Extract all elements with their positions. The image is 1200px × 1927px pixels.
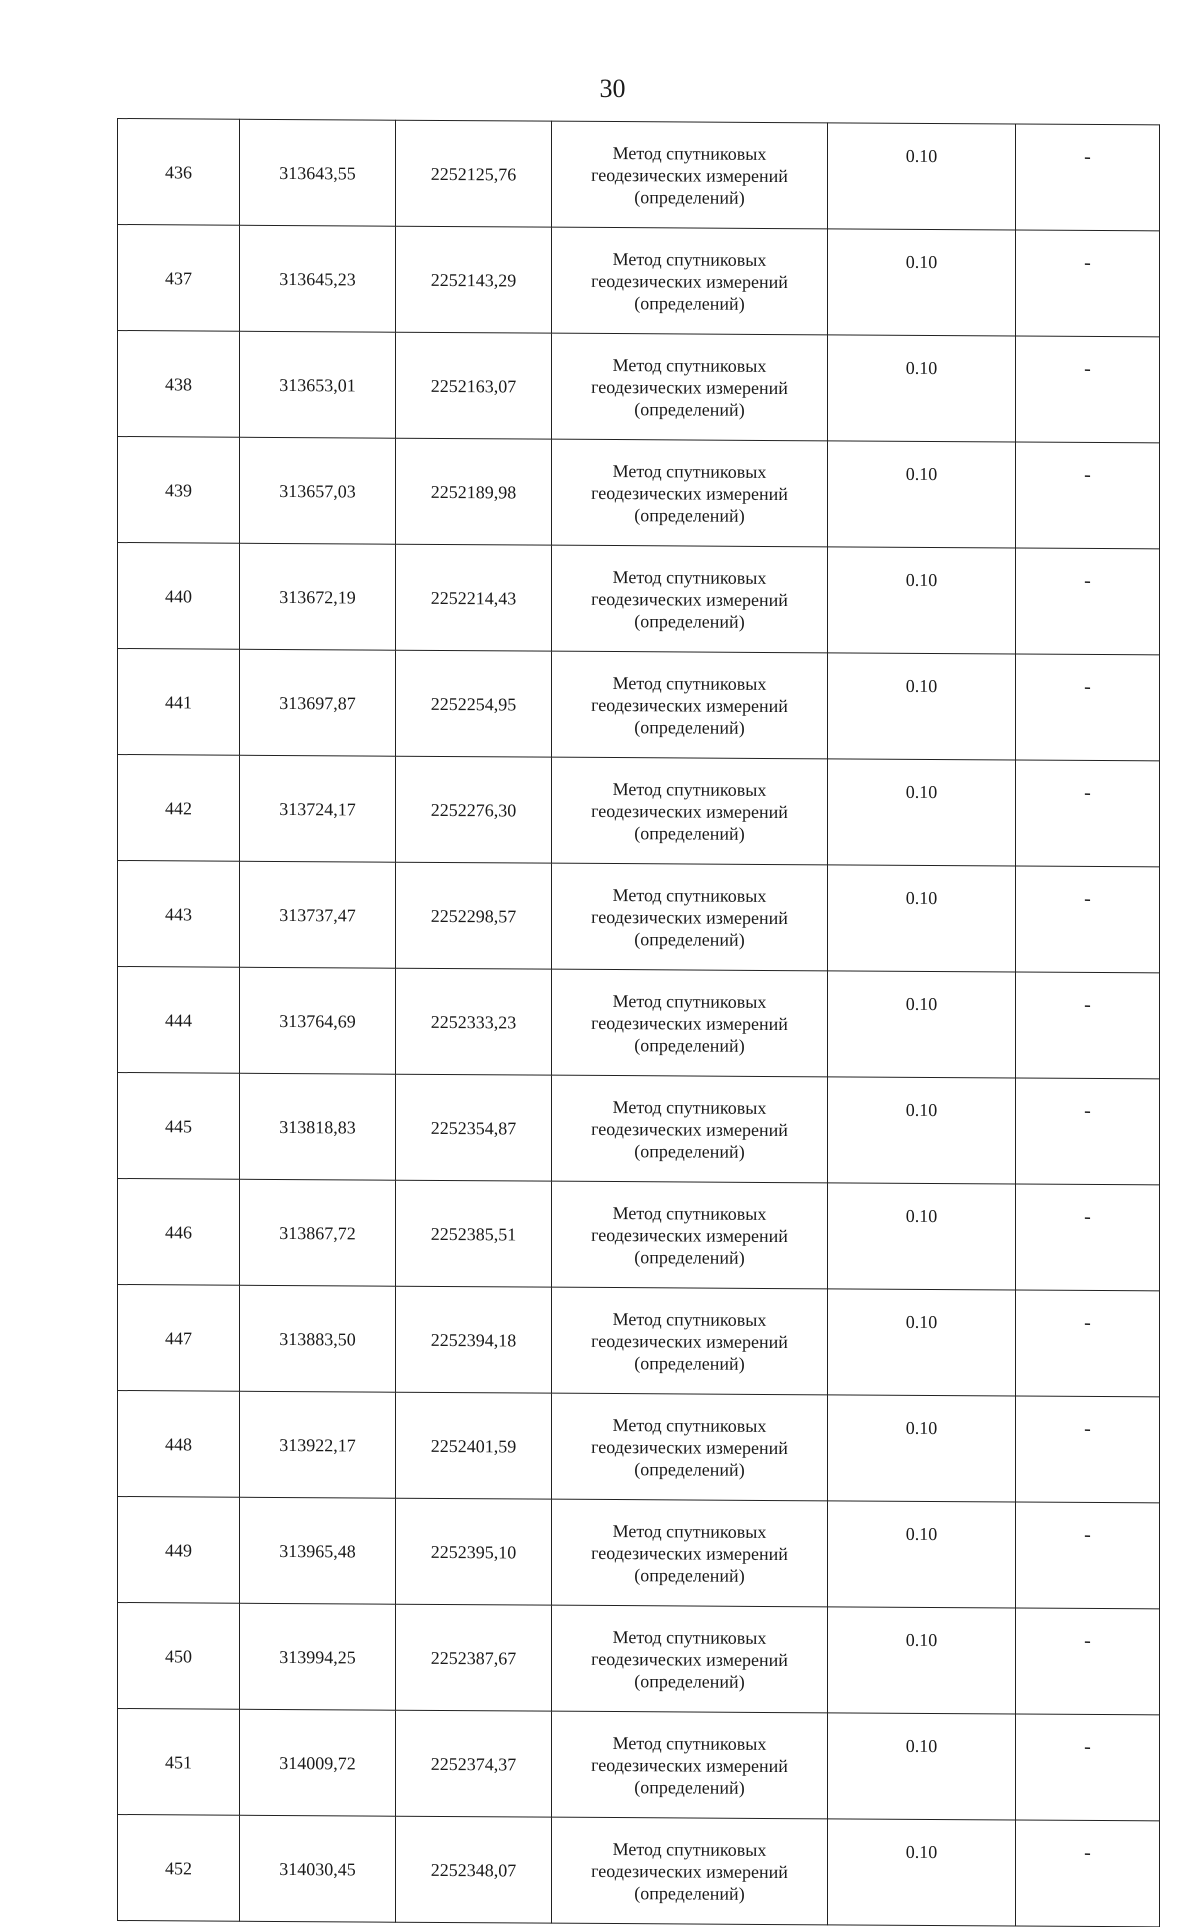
accuracy-cell: 0.10 [828,1501,1016,1608]
note-cell: - [1016,1714,1160,1821]
point-number-cell: 436 [118,119,240,226]
method-text-line: Метод спутниковых [612,884,767,906]
point-number-cell: 444 [118,967,240,1074]
method-text-line: Метод спутниковых [612,142,767,164]
accuracy-cell: 0.10 [828,1713,1016,1820]
y-coordinate-cell: 2252401,59 [396,1392,552,1499]
table-row [118,861,1160,973]
note-cell: - [1016,548,1160,655]
accuracy-cell: 0.10 [828,865,1016,972]
table-body [118,119,1160,1927]
method-cell [552,863,828,971]
point-number-cell: 443 [118,861,240,968]
accuracy-cell: 0.10 [828,1395,1016,1502]
table-row [118,119,1160,231]
point-number-cell: 450 [118,1603,240,1710]
y-coordinate-cell: 2252374,37 [396,1710,552,1817]
point-number-cell: 442 [118,755,240,862]
table-row [118,1179,1160,1291]
method-cell [552,1393,828,1501]
point-number-cell: 441 [118,649,240,756]
method-text-line: геодезических измерений [591,588,788,610]
x-coordinate-cell: 313657,03 [240,437,396,544]
method-text-line: геодезических измерений [591,1436,788,1458]
y-coordinate-cell: 2252276,30 [396,756,552,863]
method-text-line: геодезических измерений [591,482,788,504]
point-number-cell: 451 [118,1709,240,1816]
x-coordinate-cell: 313643,55 [240,119,396,226]
point-number-cell: 438 [118,331,240,438]
method-text-line: Метод спутниковых [612,990,767,1012]
method-text-line: (определений) [634,504,745,526]
method-text-line: Метод спутниковых [612,1626,767,1648]
note-cell: - [1016,1396,1160,1503]
method-text-line: геодезических измерений [591,1754,788,1776]
accuracy-cell: 0.10 [828,1607,1016,1714]
method-text-line: Метод спутниковых [612,1520,767,1542]
accuracy-cell: 0.10 [828,335,1016,442]
point-number-cell: 440 [118,543,240,650]
method-text-line: (определений) [634,928,745,950]
note-cell: - [1016,1290,1160,1397]
method-text-line: Метод спутниковых [612,460,767,482]
method-cell [552,651,828,759]
method-cell [552,545,828,653]
table-row [118,967,1160,1079]
accuracy-cell: 0.10 [828,759,1016,866]
point-number-cell: 445 [118,1073,240,1180]
method-text-line: Метод спутниковых [612,1308,767,1330]
method-text-line: Метод спутниковых [612,354,767,376]
accuracy-cell: 0.10 [828,1183,1016,1290]
method-text-line: Метод спутниковых [612,1202,767,1224]
method-text-line: (определений) [634,716,745,738]
method-text-line: геодезических измерений [591,1542,788,1564]
method-cell [552,121,828,229]
y-coordinate-cell: 2252298,57 [396,862,552,969]
table-row [118,437,1160,549]
accuracy-cell: 0.10 [828,1077,1016,1184]
coordinates-table [117,118,1160,1927]
method-text-line: (определений) [634,1882,745,1904]
y-coordinate-cell: 2252163,07 [396,332,552,439]
method-cell [552,1499,828,1607]
table-row [118,1391,1160,1503]
method-text-line: геодезических измерений [591,1118,788,1140]
method-text-line: геодезических измерений [591,1648,788,1670]
method-text-line: (определений) [634,610,745,632]
point-number-cell: 439 [118,437,240,544]
x-coordinate-cell: 313724,17 [240,755,396,862]
x-coordinate-cell: 313645,23 [240,225,396,332]
accuracy-cell: 0.10 [828,123,1016,230]
method-text-line: геодезических измерений [591,1330,788,1352]
table-row [118,1497,1160,1609]
y-coordinate-cell: 2252395,10 [396,1498,552,1605]
method-cell [552,333,828,441]
accuracy-cell: 0.10 [828,653,1016,760]
note-cell: - [1016,336,1160,443]
table-row [118,755,1160,867]
point-number-cell: 447 [118,1285,240,1392]
point-number-cell: 446 [118,1179,240,1286]
method-text-line: геодезических измерений [591,800,788,822]
table-row [118,1073,1160,1185]
y-coordinate-cell: 2252189,98 [396,438,552,545]
y-coordinate-cell: 2252354,87 [396,1074,552,1181]
method-cell [552,757,828,865]
method-text-line: Метод спутниковых [612,248,767,270]
note-cell: - [1016,866,1160,973]
note-cell: - [1016,1608,1160,1715]
method-cell [552,1711,828,1819]
method-cell [552,439,828,547]
method-text-line: геодезических измерений [591,694,788,716]
method-text-line: Метод спутниковых [612,672,767,694]
x-coordinate-cell: 313818,83 [240,1073,396,1180]
x-coordinate-cell: 314009,72 [240,1709,396,1816]
method-text-line: (определений) [634,1670,745,1692]
x-coordinate-cell: 313867,72 [240,1179,396,1286]
method-text-line: (определений) [634,1246,745,1268]
method-text-line: (определений) [634,1564,745,1586]
y-coordinate-cell: 2252254,95 [396,650,552,757]
y-coordinate-cell: 2252387,67 [396,1604,552,1711]
method-cell [552,227,828,335]
method-text-line: (определений) [634,1776,745,1798]
accuracy-cell: 0.10 [828,971,1016,1078]
table-row [118,1709,1160,1821]
y-coordinate-cell: 2252348,07 [396,1816,552,1923]
method-cell [552,1181,828,1289]
accuracy-cell: 0.10 [828,1289,1016,1396]
method-text-line: (определений) [634,186,745,208]
point-number-cell: 437 [118,225,240,332]
method-text-line: Метод спутниковых [612,1414,767,1436]
method-text-line: геодезических измерений [591,164,788,186]
method-text-line: геодезических измерений [591,270,788,292]
note-cell: - [1016,654,1160,761]
method-cell [552,1817,828,1925]
y-coordinate-cell: 2252333,23 [396,968,552,1075]
method-text-line: Метод спутниковых [612,1096,767,1118]
y-coordinate-cell: 2252385,51 [396,1180,552,1287]
y-coordinate-cell: 2252214,43 [396,544,552,651]
method-cell [552,969,828,1077]
table-row [118,1285,1160,1397]
point-number-cell: 449 [118,1497,240,1604]
note-cell: - [1016,124,1160,231]
method-text-line: (определений) [634,292,745,314]
method-text-line: (определений) [634,398,745,420]
accuracy-cell: 0.10 [828,441,1016,548]
method-text-line: (определений) [634,1140,745,1162]
note-cell: - [1016,442,1160,549]
x-coordinate-cell: 313737,47 [240,861,396,968]
method-text-line: геодезических измерений [591,1224,788,1246]
page-number: 30 [599,74,626,103]
note-cell: - [1016,1078,1160,1185]
note-cell: - [1016,230,1160,337]
table-row [118,1603,1160,1715]
y-coordinate-cell: 2252394,18 [396,1286,552,1393]
accuracy-cell: 0.10 [828,229,1016,336]
method-text-line: геодезических измерений [591,1012,788,1034]
x-coordinate-cell: 313883,50 [240,1285,396,1392]
x-coordinate-cell: 313672,19 [240,543,396,650]
accuracy-cell: 0.10 [828,547,1016,654]
note-cell: - [1016,1820,1160,1927]
note-cell: - [1016,1184,1160,1291]
method-text-line: Метод спутниковых [612,1732,767,1754]
method-text-line: Метод спутниковых [612,1838,767,1860]
method-text-line: Метод спутниковых [612,566,767,588]
x-coordinate-cell: 314030,45 [240,1815,396,1922]
table-row [118,543,1160,655]
point-number-cell: 452 [118,1815,240,1922]
table-row [118,649,1160,761]
method-text-line: (определений) [634,1458,745,1480]
note-cell: - [1016,1502,1160,1609]
y-coordinate-cell: 2252125,76 [396,120,552,227]
note-cell: - [1016,972,1160,1079]
method-text-line: Метод спутниковых [612,778,767,800]
method-text-line: геодезических измерений [591,1860,788,1882]
x-coordinate-cell: 313922,17 [240,1391,396,1498]
method-text-line: (определений) [634,1352,745,1374]
x-coordinate-cell: 313965,48 [240,1497,396,1604]
y-coordinate-cell: 2252143,29 [396,226,552,333]
x-coordinate-cell: 313653,01 [240,331,396,438]
x-coordinate-cell: 313697,87 [240,649,396,756]
method-cell [552,1287,828,1395]
method-text-line: геодезических измерений [591,906,788,928]
note-cell: - [1016,760,1160,867]
method-text-line: (определений) [634,822,745,844]
accuracy-cell: 0.10 [828,1819,1016,1926]
table-row [118,225,1160,337]
method-text-line: (определений) [634,1034,745,1056]
table-row [118,1815,1160,1927]
table-row [118,331,1160,443]
method-text-line: геодезических измерений [591,376,788,398]
point-number-cell: 448 [118,1391,240,1498]
x-coordinate-cell: 313994,25 [240,1603,396,1710]
x-coordinate-cell: 313764,69 [240,967,396,1074]
method-cell [552,1075,828,1183]
